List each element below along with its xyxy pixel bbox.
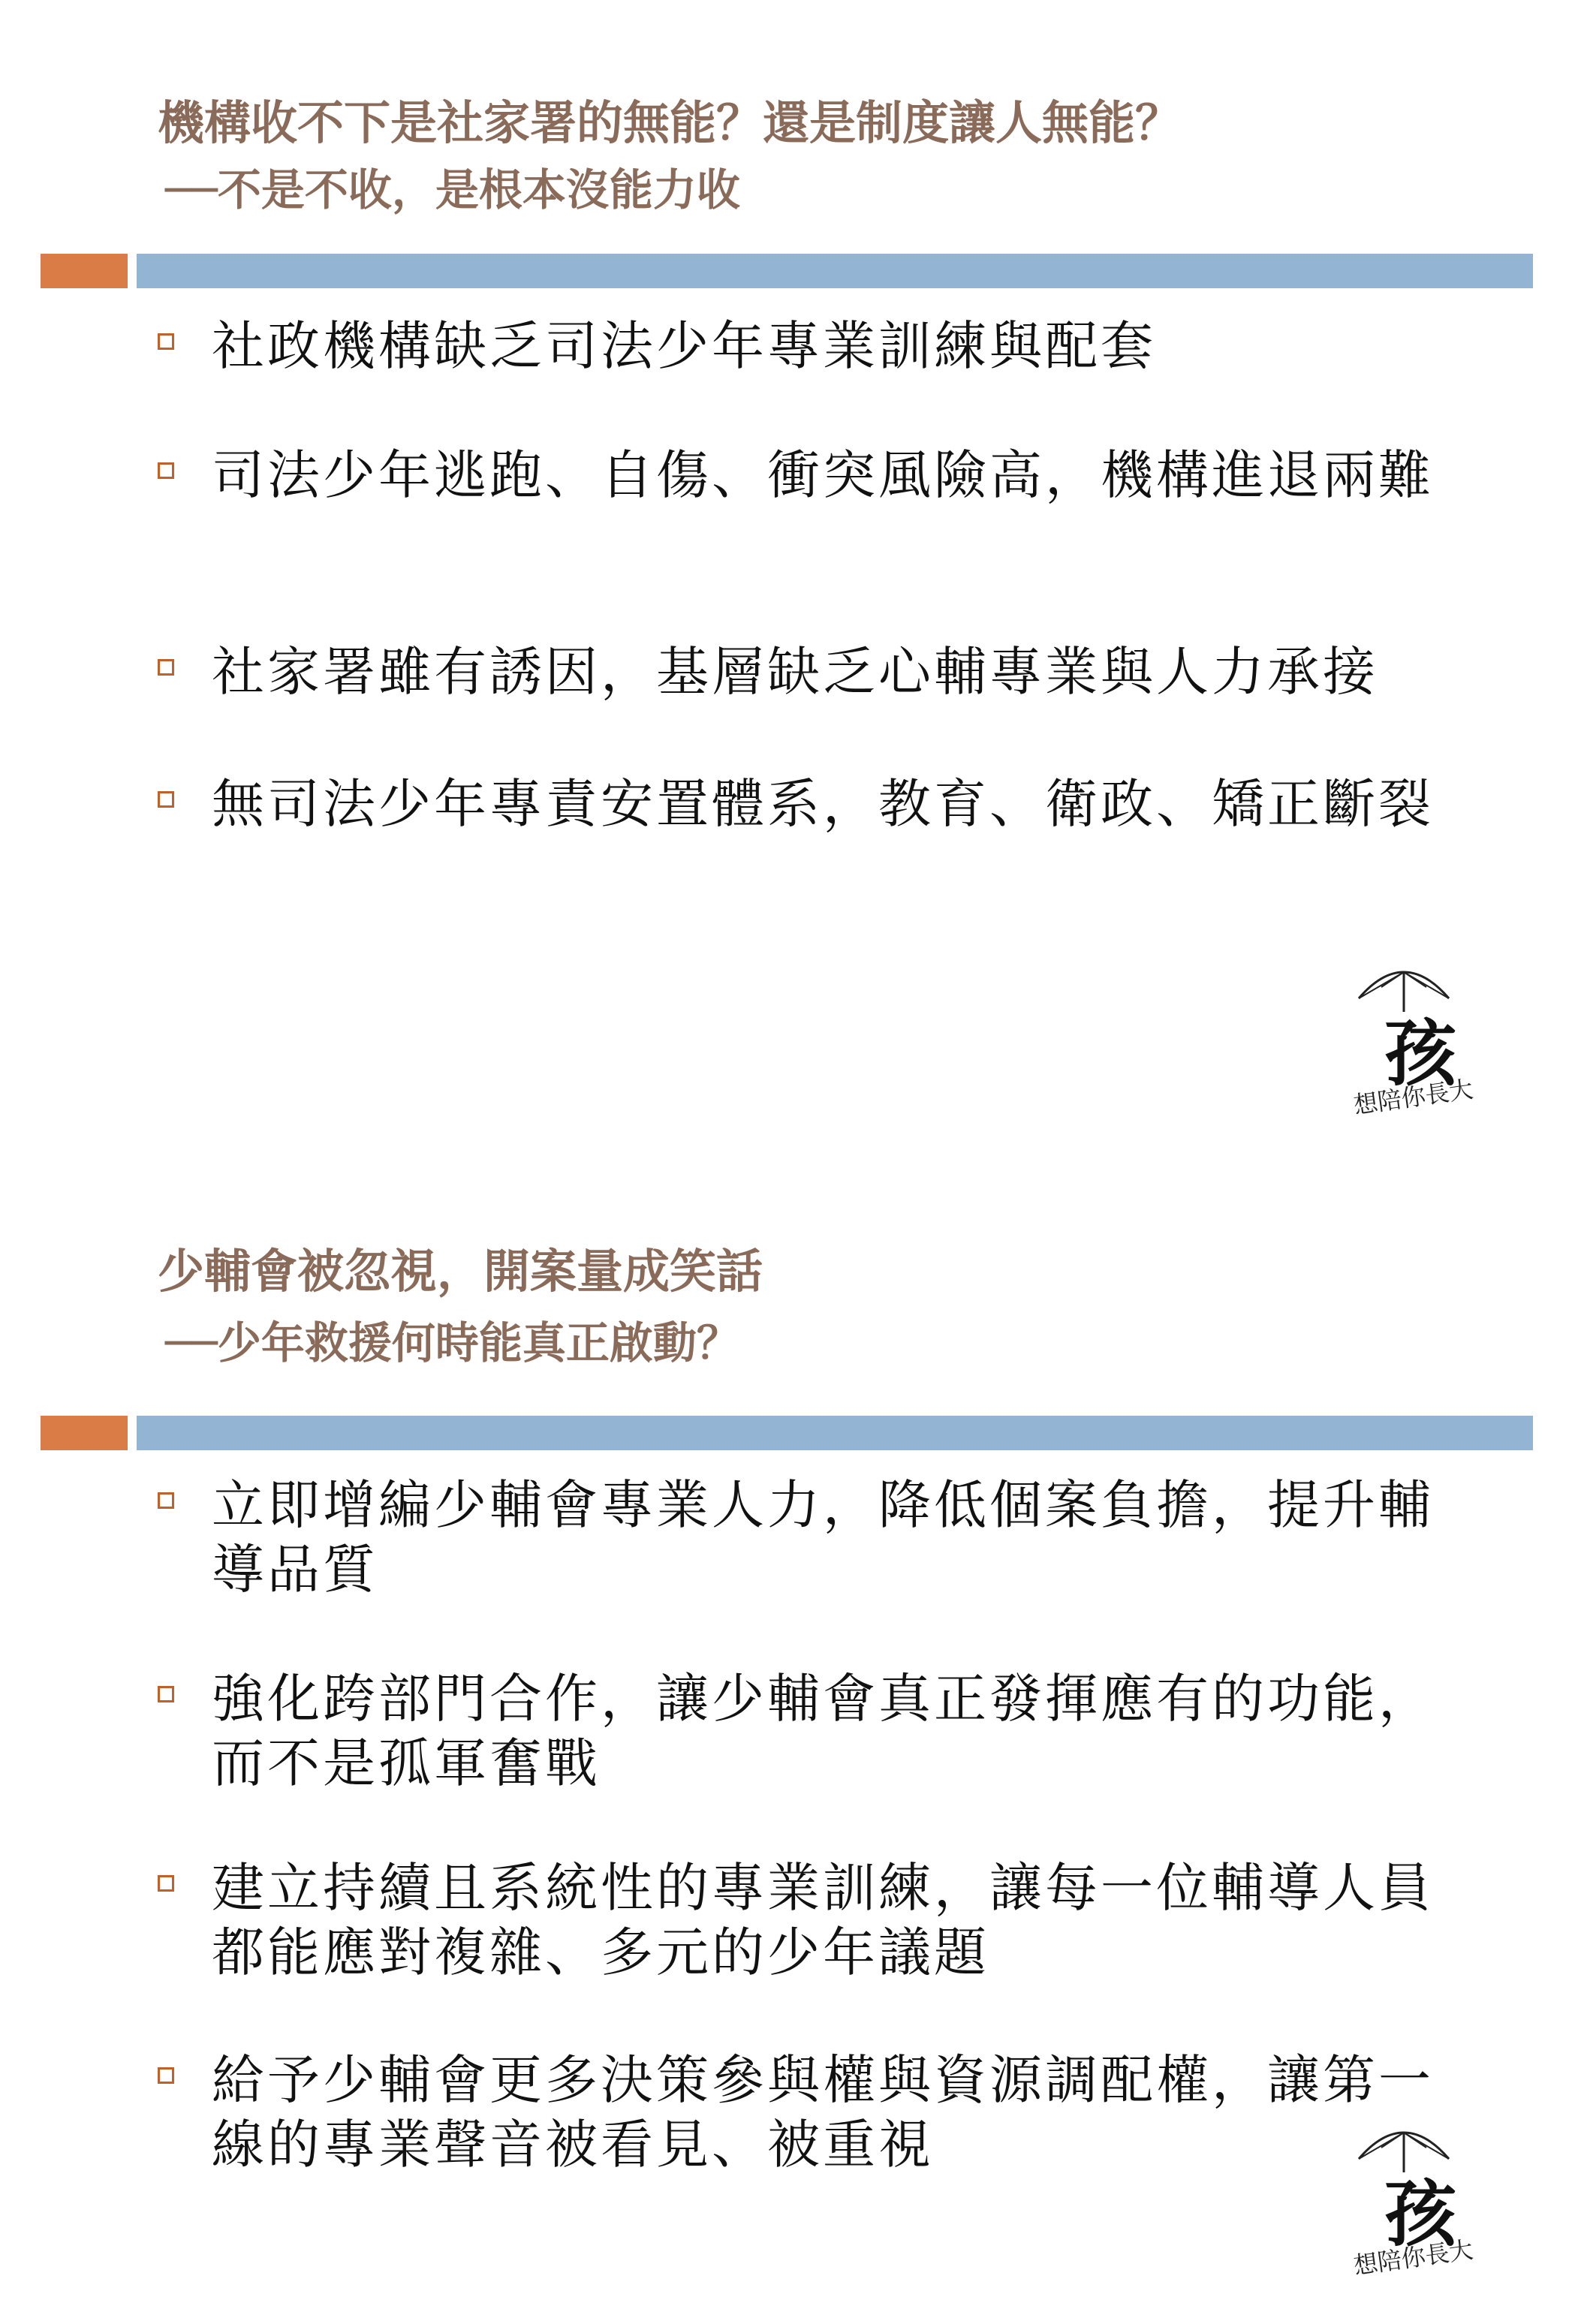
logo-character: 孩 [1384, 1011, 1456, 1096]
section-1-title: 機構收不下是社家署的無能？還是制度讓人無能？ [158, 95, 1182, 150]
logo-character: 孩 [1384, 2172, 1456, 2256]
accent-bar-orange [41, 254, 128, 288]
square-bullet-icon [158, 791, 174, 808]
list-item-text: 社家署雖有誘因，基層缺乏心輔專業與人力承接 [212, 641, 1378, 703]
list-item-text: 無司法少年專責安置體系，教育、衛政、矯正斷裂 [212, 773, 1434, 835]
list-item-text: 強化跨部門合作，讓少輔會真正發揮應有的功能，而不是孤軍奮戰 [212, 1668, 1434, 1794]
section-1-subtitle: ──不是不收，是根本沒能力收 [165, 164, 740, 215]
accent-bar-blue [137, 254, 1533, 288]
list-item-text: 社政機構缺乏司法少年專業訓練與配套 [212, 315, 1156, 377]
list-item-text: 建立持續且系統性的專業訓練，讓每一位輔導人員都能應對複雜、多元的少年議題 [212, 1857, 1434, 1983]
section-2-subtitle: ──少年救援何時能真正啟動？ [165, 1317, 740, 1368]
logo-slogan: 想陪你長大 [1351, 2235, 1475, 2280]
square-bullet-icon [158, 1686, 174, 1702]
section-2-title: 少輔會被忽視，開案量成笑話 [158, 1244, 763, 1299]
accent-bar-blue [137, 1416, 1533, 1450]
square-bullet-icon [158, 1875, 174, 1892]
square-bullet-icon [158, 659, 174, 676]
list-item-text: 立即增編少輔會專業人力，降低個案負擔，提升輔導品質 [212, 1474, 1434, 1600]
accent-bar-orange [41, 1416, 128, 1450]
logo [1351, 2114, 1516, 2294]
square-bullet-icon [158, 2067, 174, 2084]
logo-slogan: 想陪你長大 [1351, 1074, 1475, 1120]
square-bullet-icon [158, 462, 174, 479]
list-item-text: 司法少年逃跑、自傷、衝突風險高，機構進退兩難 [212, 444, 1434, 506]
list-item-text: 給予少輔會更多決策參與權與資源調配權，讓第一線的專業聲音被看見、被重視 [212, 2049, 1434, 2175]
square-bullet-icon [158, 333, 174, 350]
logo [1351, 953, 1516, 1133]
square-bullet-icon [158, 1492, 174, 1509]
